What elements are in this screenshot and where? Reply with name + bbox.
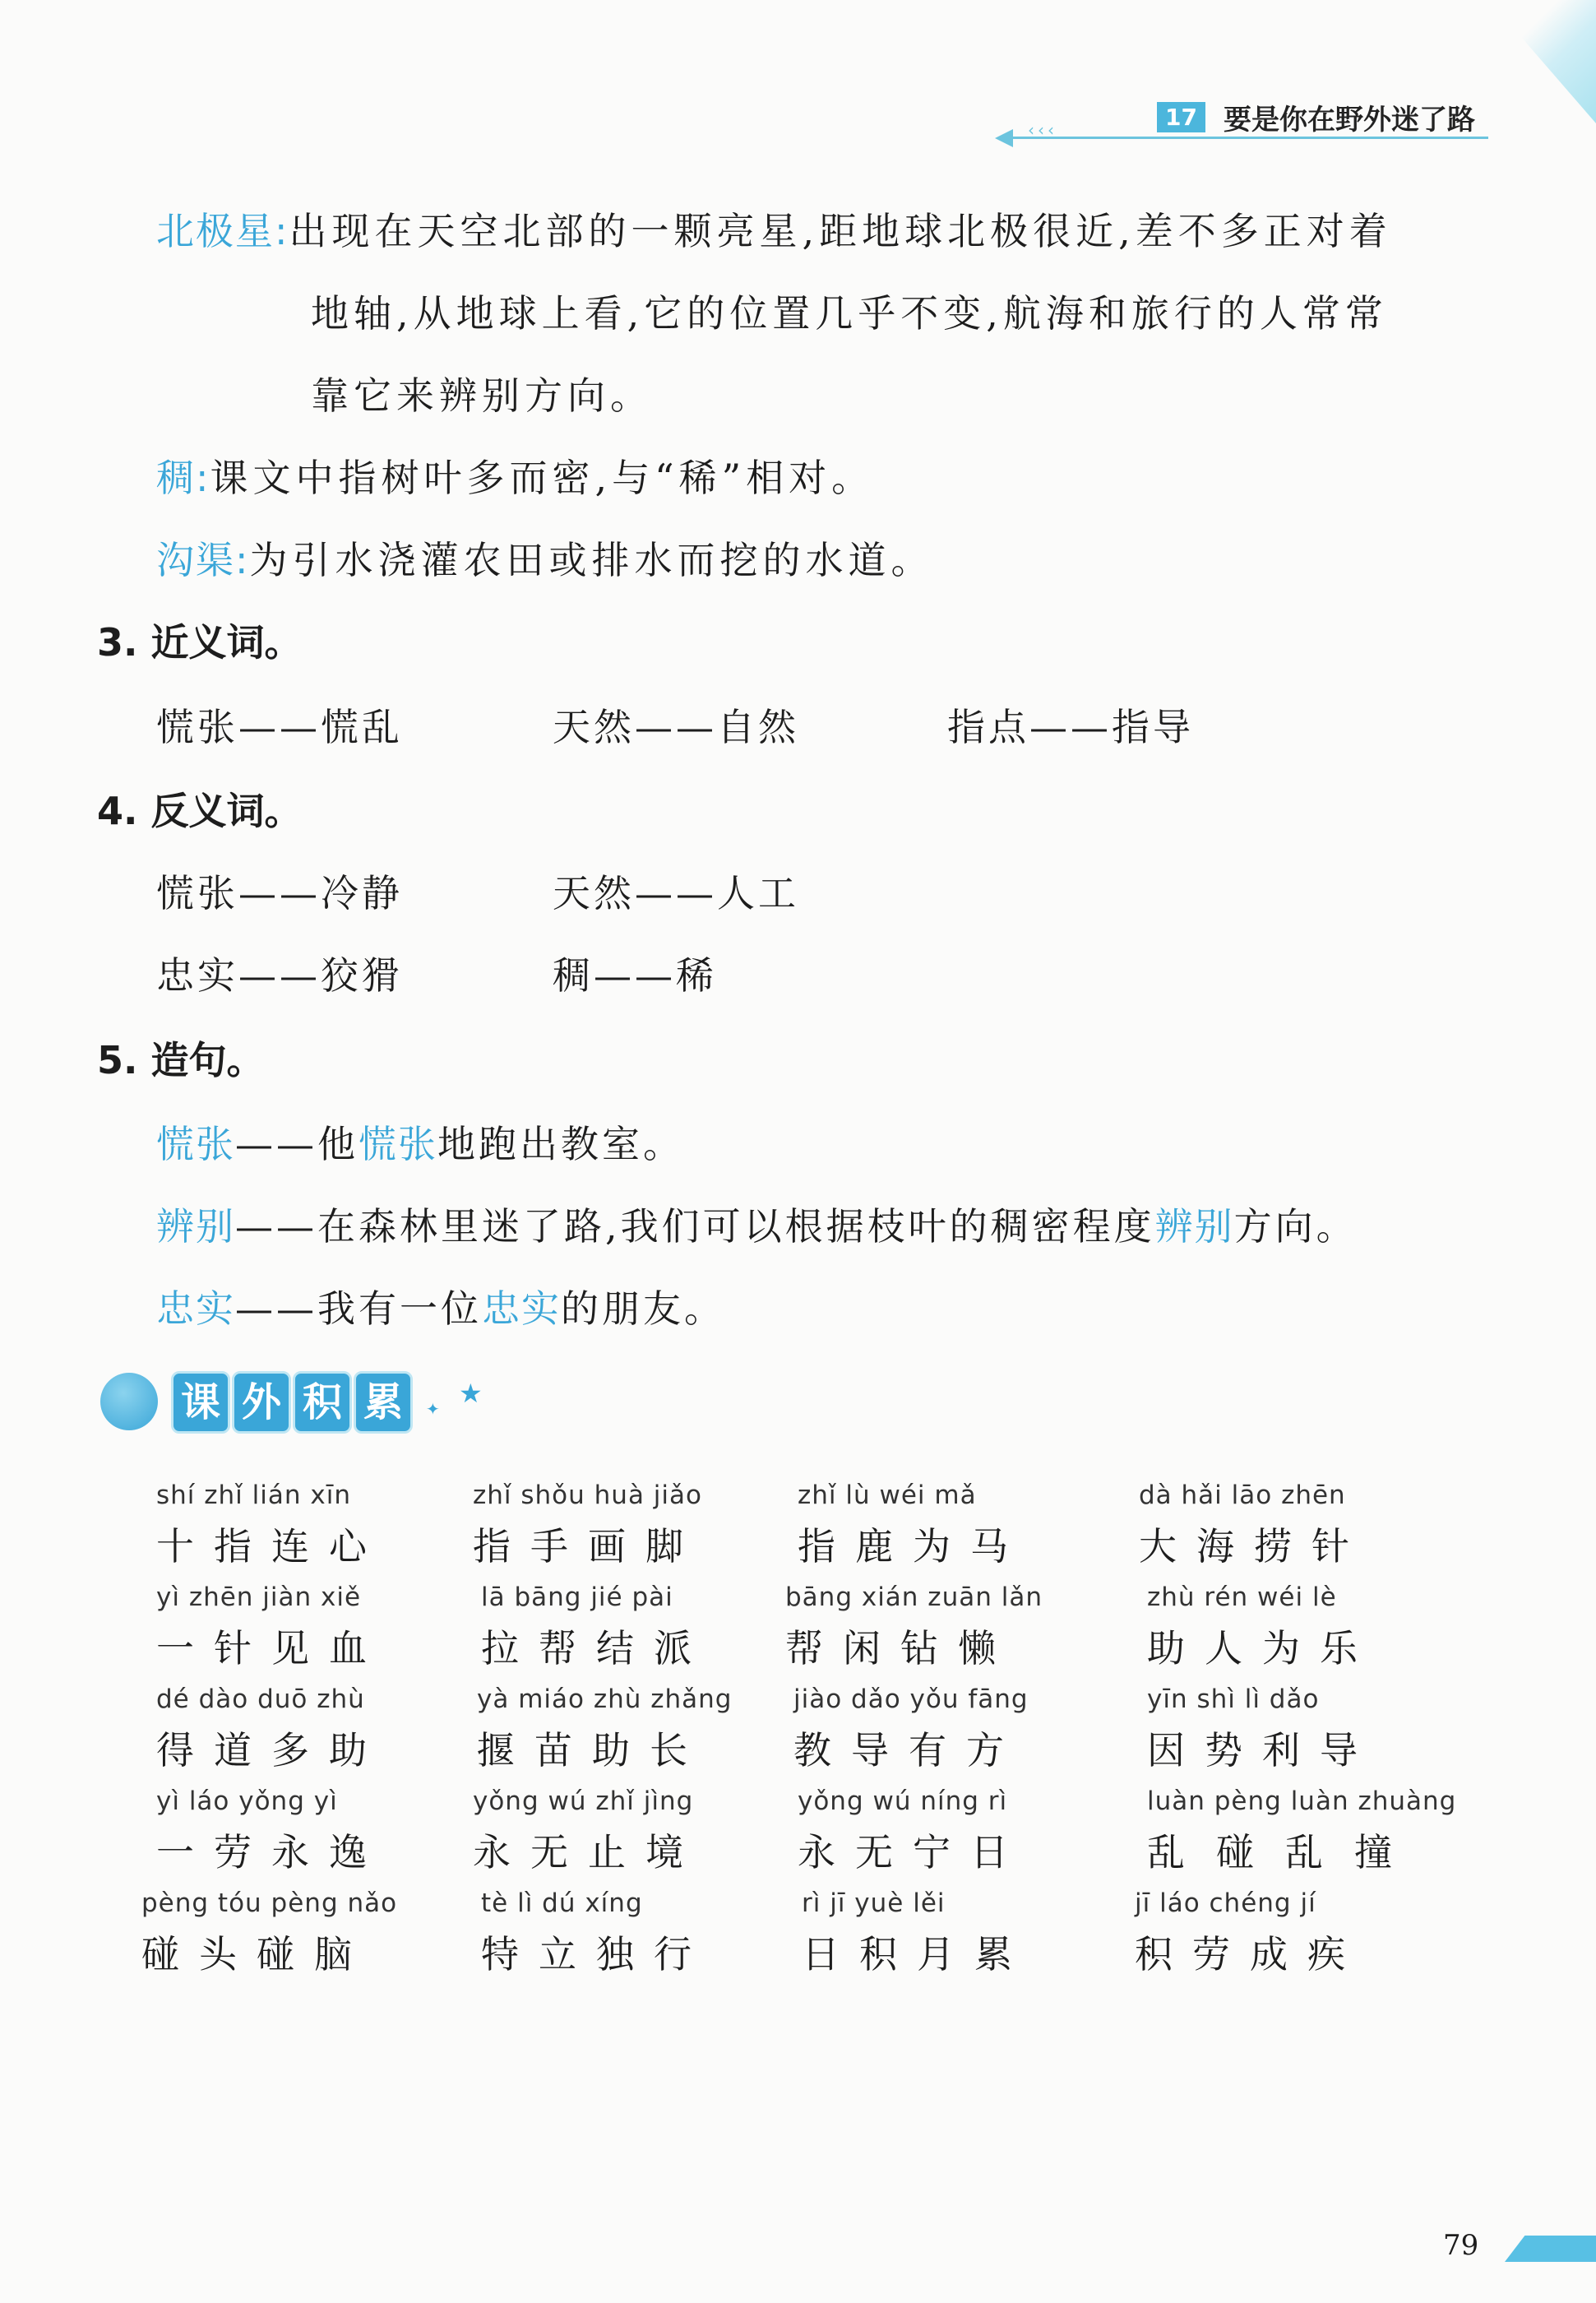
idiom-item xyxy=(473,1786,785,1877)
idiom-item xyxy=(802,1888,1114,1979)
definition-text: 为引水浇灌农田或排水而挖的水道。 xyxy=(249,538,934,582)
section-title-char: 积 xyxy=(293,1371,352,1434)
antonym-pair: 稠——稀 xyxy=(553,953,717,998)
idiom-item xyxy=(798,1786,1110,1877)
idiom-item xyxy=(1147,1582,1460,1673)
definition-line: 地轴,从地球上看,它的位置几乎不变,航海和旅行的人常常 xyxy=(311,291,1388,336)
idiom-chars: 助人为乐 xyxy=(1147,1626,1377,1670)
idiom-pinyin: zhǐ shǒu huà jiǎo xyxy=(473,1480,702,1510)
idiom-chars: 教导有方 xyxy=(793,1728,1024,1772)
sentences-heading: 5. 造句。 xyxy=(97,1038,265,1082)
idiom-item xyxy=(156,1684,469,1775)
idiom-item xyxy=(156,1786,469,1877)
sentence-zhongshi xyxy=(156,1279,725,1333)
sentence-term: 辨别 xyxy=(156,1204,235,1249)
synonym-pair: 天然——自然 xyxy=(553,705,799,749)
idiom-chars: 积劳成疾 xyxy=(1135,1932,1365,1976)
idiom-chars: 永无宁日 xyxy=(798,1830,1028,1874)
antonym-pair: 忠实——狡猾 xyxy=(156,953,403,998)
idiom-chars: 特立独行 xyxy=(481,1932,711,1976)
sentence-before: ——他 xyxy=(235,1122,359,1166)
page-number: 79 xyxy=(1443,2229,1479,2262)
idiom-pinyin: bāng xián zuān lǎn xyxy=(785,1582,1043,1612)
idiom-pinyin: yà miáo zhù zhǎng xyxy=(477,1684,733,1714)
idiom-pinyin: dé dào duō zhù xyxy=(156,1684,365,1714)
idiom-pinyin: yǒng wú zhǐ jìng xyxy=(473,1786,694,1816)
idiom-pinyin: tè lì dú xíng xyxy=(481,1888,643,1918)
idiom-item xyxy=(141,1888,454,1979)
idiom-item xyxy=(477,1684,789,1775)
star-icon: ✦ xyxy=(426,1399,440,1419)
arrow-left-icon xyxy=(995,129,1013,147)
idiom-chars: 指鹿为马 xyxy=(798,1524,1028,1569)
section-title-char: 累 xyxy=(354,1371,413,1434)
idiom-pinyin: yì láo yǒng yì xyxy=(156,1786,338,1816)
sentence-highlight: 慌张 xyxy=(359,1122,437,1166)
idiom-chars: 一针见血 xyxy=(156,1626,386,1670)
sentence-huangzhang xyxy=(156,1114,684,1169)
idiom-item xyxy=(1139,1480,1451,1571)
definition-chou xyxy=(156,448,874,503)
idiom-pinyin: zhǐ lù wéi mǎ xyxy=(798,1480,977,1510)
idiom-chars: 揠苗助长 xyxy=(477,1728,707,1772)
idiom-chars: 永无止境 xyxy=(473,1830,703,1874)
section-banner xyxy=(97,1361,492,1443)
idiom-chars: 日积月累 xyxy=(802,1932,1032,1976)
idiom-item xyxy=(481,1582,793,1673)
sentence-before: ——在森林里迷了路,我们可以根据枝叶的稠密程度 xyxy=(235,1204,1155,1249)
idiom-chars: 十指连心 xyxy=(156,1524,386,1569)
definition-beijixing xyxy=(156,202,1392,256)
idiom-item xyxy=(1147,1786,1492,1877)
idiom-pinyin: shí zhǐ lián xīn xyxy=(156,1480,351,1510)
page-corner-decoration xyxy=(1489,0,1596,123)
idiom-pinyin: rì jī yuè lěi xyxy=(802,1888,946,1918)
idiom-item xyxy=(473,1480,785,1571)
idiom-item xyxy=(793,1684,1106,1775)
header-dots: ‹‹‹ xyxy=(1028,120,1057,140)
definition-term: 沟渠 xyxy=(156,538,235,582)
idiom-chars: 得道多助 xyxy=(156,1728,386,1772)
definition-sep: : xyxy=(196,456,210,500)
sentence-after: 地跑出教室。 xyxy=(437,1122,684,1166)
sentence-before: ——我有一位 xyxy=(235,1286,482,1331)
idiom-pinyin: dà hǎi lāo zhēn xyxy=(1139,1480,1346,1510)
sentence-term: 慌张 xyxy=(156,1122,235,1166)
idiom-chars: 因势利导 xyxy=(1147,1728,1377,1772)
definition-term: 北极星 xyxy=(156,209,275,253)
idiom-item xyxy=(156,1582,469,1673)
bird-icon xyxy=(100,1373,158,1430)
lesson-number-badge: 17 xyxy=(1157,102,1205,132)
antonym-pair: 天然——人工 xyxy=(553,871,799,915)
definition-sep: : xyxy=(275,209,289,253)
idiom-chars: 指手画脚 xyxy=(473,1524,703,1569)
idiom-pinyin: lā bāng jié pài xyxy=(481,1582,673,1612)
definition-gouqu xyxy=(156,531,934,585)
antonyms-heading: 4. 反义词。 xyxy=(97,789,303,833)
definition-text: 出现在天空北部的一颗亮星,距地球北极很近,差不多正对着 xyxy=(289,209,1392,253)
section-title-char: 外 xyxy=(232,1371,291,1434)
lesson-title: 要是你在野外迷了路 xyxy=(1224,104,1475,137)
sentence-highlight: 辨别 xyxy=(1154,1204,1234,1249)
idiom-item xyxy=(785,1582,1098,1673)
star-icon: ★ xyxy=(459,1378,483,1409)
definition-term: 稠 xyxy=(156,456,196,500)
idiom-pinyin: luàn pèng luàn zhuàng xyxy=(1147,1786,1457,1816)
idiom-item xyxy=(798,1480,1110,1571)
idiom-chars: 一劳永逸 xyxy=(156,1830,386,1874)
idiom-item xyxy=(156,1480,469,1571)
lesson-header xyxy=(995,90,1488,148)
idiom-pinyin: yīn shì lì dǎo xyxy=(1147,1684,1320,1714)
section-title-char: 课 xyxy=(171,1371,230,1434)
idiom-chars: 乱碰乱撞 xyxy=(1147,1830,1423,1874)
idiom-chars: 碰头碰脑 xyxy=(141,1932,372,1976)
idiom-pinyin: yì zhēn jiàn xiě xyxy=(156,1582,362,1612)
synonyms-heading: 3. 近义词。 xyxy=(97,620,303,665)
sentence-after: 方向。 xyxy=(1233,1204,1358,1249)
sentence-term: 忠实 xyxy=(156,1286,235,1331)
sentence-highlight: 忠实 xyxy=(482,1286,561,1331)
idiom-pinyin: jī láo chéng jí xyxy=(1135,1888,1316,1918)
sentence-bianbie xyxy=(156,1197,1358,1251)
idiom-chars: 大海捞针 xyxy=(1139,1524,1369,1569)
idiom-item xyxy=(1147,1684,1460,1775)
idiom-pinyin: jiào dǎo yǒu fāng xyxy=(793,1684,1029,1714)
idiom-chars: 拉帮结派 xyxy=(481,1626,711,1670)
synonym-pair: 慌张——慌乱 xyxy=(156,705,403,749)
definition-line: 靠它来辨别方向。 xyxy=(311,373,653,418)
definition-text: 课文中指树叶多而密,与“稀”相对。 xyxy=(210,456,875,500)
synonym-pair: 指点——指导 xyxy=(947,705,1194,749)
idiom-chars: 帮闲钻懒 xyxy=(785,1626,1015,1670)
idiom-pinyin: yǒng wú níng rì xyxy=(798,1786,1008,1816)
definition-sep: : xyxy=(235,538,250,582)
idiom-item xyxy=(1135,1888,1447,1979)
sentence-after: 的朋友。 xyxy=(561,1286,725,1331)
antonym-pair: 慌张——冷静 xyxy=(156,871,403,915)
idiom-item xyxy=(481,1888,793,1979)
page-tab-decoration xyxy=(1505,2236,1596,2262)
idiom-pinyin: pèng tóu pèng nǎo xyxy=(141,1888,398,1918)
idiom-pinyin: zhù rén wéi lè xyxy=(1147,1582,1337,1612)
